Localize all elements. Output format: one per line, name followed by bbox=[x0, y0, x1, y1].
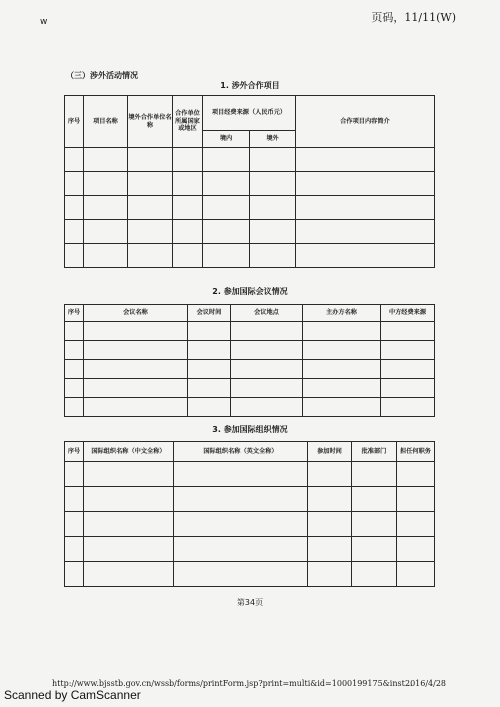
table-cell bbox=[65, 172, 84, 196]
table-cell bbox=[381, 398, 435, 417]
table-cell bbox=[296, 172, 435, 196]
table-row bbox=[65, 512, 435, 537]
table-cell bbox=[84, 172, 128, 196]
table-cell bbox=[65, 487, 84, 512]
table-cell bbox=[303, 379, 381, 398]
table-cell bbox=[173, 244, 203, 268]
section-title: （三）涉外活动情况 bbox=[66, 71, 138, 80]
table-row bbox=[65, 196, 435, 220]
table-cell bbox=[397, 537, 435, 562]
header-conference-location: 会议地点 bbox=[231, 305, 303, 322]
header-mark: w bbox=[40, 17, 48, 27]
table-cell bbox=[65, 322, 84, 341]
table-cell bbox=[203, 172, 250, 196]
header-partner-name: 境外合作单位名称 bbox=[128, 96, 173, 148]
table-cell bbox=[128, 196, 173, 220]
table3-caption: 3. 参加国际组织情况 bbox=[212, 425, 288, 434]
table-cell bbox=[84, 398, 188, 417]
table-cell bbox=[173, 220, 203, 244]
header-seq: 序号 bbox=[65, 96, 84, 148]
table-cell bbox=[84, 360, 188, 379]
table-cell bbox=[250, 172, 296, 196]
source-url: http://www.bjsstb.gov.cn/wssb/forms/printForm.jsp?print=multi&id=1000199175&inst... bbox=[52, 679, 413, 688]
table-cell bbox=[203, 220, 250, 244]
header-conference-time: 会议时间 bbox=[188, 305, 231, 322]
table-cell bbox=[308, 562, 352, 587]
table-row bbox=[65, 360, 435, 379]
table-row bbox=[65, 537, 435, 562]
header-seq: 序号 bbox=[65, 305, 84, 322]
table-cell bbox=[250, 220, 296, 244]
table-cell bbox=[65, 220, 84, 244]
table-cell bbox=[397, 512, 435, 537]
table-cell bbox=[84, 220, 128, 244]
table-row bbox=[65, 341, 435, 360]
print-date: 2016/4/28 bbox=[405, 679, 447, 688]
page-number: 第34页 bbox=[236, 598, 264, 607]
table-cell bbox=[84, 341, 188, 360]
scanner-watermark: Scanned by CamScanner bbox=[4, 688, 141, 702]
table-cell bbox=[173, 172, 203, 196]
table-cell bbox=[84, 244, 128, 268]
table-cell bbox=[381, 322, 435, 341]
foreign-projects-table bbox=[64, 95, 435, 268]
table-cell bbox=[65, 379, 84, 398]
table-cell bbox=[203, 148, 250, 172]
table-cell bbox=[65, 512, 84, 537]
table-cell bbox=[173, 196, 203, 220]
table-cell bbox=[308, 512, 352, 537]
table-cell bbox=[397, 462, 435, 487]
page-code: 页码，11/11(W) bbox=[371, 11, 456, 24]
table-row bbox=[65, 148, 435, 172]
table-cell bbox=[174, 487, 308, 512]
header-seq: 序号 bbox=[65, 442, 84, 462]
header-domestic: 境内 bbox=[203, 131, 250, 148]
table-cell bbox=[231, 379, 303, 398]
table-cell bbox=[128, 148, 173, 172]
header-approval-dept: 批准部门 bbox=[352, 442, 397, 462]
table-cell bbox=[65, 341, 84, 360]
table-cell bbox=[203, 196, 250, 220]
table-cell bbox=[352, 487, 397, 512]
table-cell bbox=[250, 148, 296, 172]
table-cell bbox=[231, 360, 303, 379]
organizations-table bbox=[64, 441, 435, 587]
table-cell bbox=[84, 196, 128, 220]
table-row bbox=[65, 244, 435, 268]
table-row bbox=[65, 462, 435, 487]
table-cell bbox=[65, 562, 84, 587]
table-cell bbox=[352, 462, 397, 487]
table-cell bbox=[250, 244, 296, 268]
table-cell bbox=[84, 562, 174, 587]
table-cell bbox=[128, 172, 173, 196]
table-cell bbox=[84, 512, 174, 537]
header-join-time: 参加时间 bbox=[308, 442, 352, 462]
table-cell bbox=[188, 379, 231, 398]
table-cell bbox=[84, 487, 174, 512]
table-cell bbox=[308, 462, 352, 487]
table-cell bbox=[84, 379, 188, 398]
table-cell bbox=[65, 462, 84, 487]
table-cell bbox=[231, 322, 303, 341]
table-cell bbox=[65, 360, 84, 379]
table-row bbox=[65, 398, 435, 417]
header-org-name-en: 国际组织名称（英文全称） bbox=[174, 442, 308, 462]
table2-caption: 2. 参加国际会议情况 bbox=[212, 287, 288, 296]
table-cell bbox=[173, 148, 203, 172]
table-row bbox=[65, 220, 435, 244]
table-row bbox=[65, 487, 435, 512]
table-cell bbox=[188, 322, 231, 341]
header-partner-region: 合作单位所属国家或地区 bbox=[173, 96, 203, 148]
header-conference-name: 会议名称 bbox=[84, 305, 188, 322]
table-cell bbox=[65, 537, 84, 562]
table-cell bbox=[308, 537, 352, 562]
table-cell bbox=[296, 244, 435, 268]
table-cell bbox=[65, 398, 84, 417]
table-cell bbox=[84, 322, 188, 341]
header-position: 担任何职务 bbox=[397, 442, 435, 462]
table-cell bbox=[250, 196, 296, 220]
table-cell bbox=[128, 244, 173, 268]
table-cell bbox=[308, 487, 352, 512]
header-funding-source: 中方经费来源 bbox=[381, 305, 435, 322]
table-cell bbox=[296, 196, 435, 220]
table-cell bbox=[84, 537, 174, 562]
table-cell bbox=[65, 196, 84, 220]
table-cell bbox=[231, 398, 303, 417]
header-host-name: 主办方名称 bbox=[303, 305, 381, 322]
table-row bbox=[65, 379, 435, 398]
table-cell bbox=[381, 341, 435, 360]
table-cell bbox=[231, 341, 303, 360]
conferences-table bbox=[64, 304, 435, 417]
table-cell bbox=[303, 360, 381, 379]
header-funding-source: 项目经费来源（人民币元） bbox=[203, 96, 296, 131]
table-cell bbox=[296, 220, 435, 244]
table-cell bbox=[174, 512, 308, 537]
table-cell bbox=[303, 341, 381, 360]
table-row bbox=[65, 562, 435, 587]
table-cell bbox=[303, 322, 381, 341]
table-cell bbox=[174, 462, 308, 487]
table1-caption: 1. 涉外合作项目 bbox=[220, 81, 280, 90]
table-cell bbox=[188, 360, 231, 379]
table-cell bbox=[128, 220, 173, 244]
table-cell bbox=[303, 398, 381, 417]
table-cell bbox=[84, 148, 128, 172]
table-cell bbox=[84, 462, 174, 487]
table-cell bbox=[203, 244, 250, 268]
table-cell bbox=[188, 341, 231, 360]
table-cell bbox=[397, 487, 435, 512]
table-cell bbox=[352, 562, 397, 587]
header-project-summary: 合作项目内容简介 bbox=[296, 96, 435, 148]
table-cell bbox=[174, 537, 308, 562]
table-cell bbox=[352, 537, 397, 562]
table-cell bbox=[65, 244, 84, 268]
table-cell bbox=[352, 512, 397, 537]
header-foreign: 境外 bbox=[250, 131, 296, 148]
table-cell bbox=[188, 398, 231, 417]
table-cell bbox=[397, 562, 435, 587]
header-project-name: 项目名称 bbox=[84, 96, 128, 148]
table-cell bbox=[381, 360, 435, 379]
table-cell bbox=[381, 379, 435, 398]
header-org-name-cn: 国际组织名称（中文全称） bbox=[84, 442, 174, 462]
table-cell bbox=[174, 562, 308, 587]
table-cell bbox=[296, 148, 435, 172]
table-row bbox=[65, 322, 435, 341]
table-row bbox=[65, 172, 435, 196]
table-cell bbox=[65, 148, 84, 172]
